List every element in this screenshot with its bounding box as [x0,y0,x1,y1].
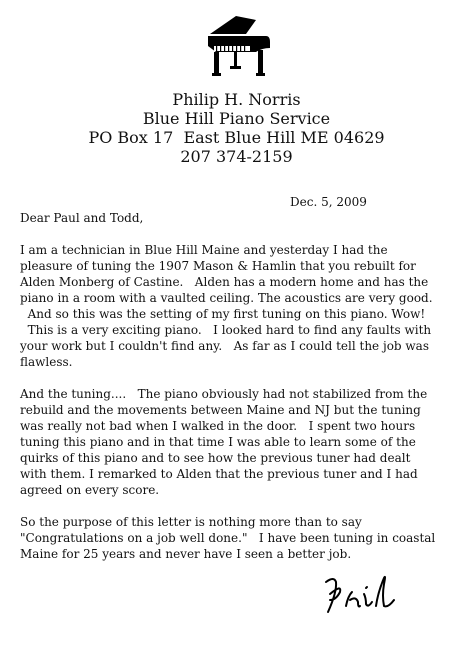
paragraph-2-line: quirks of this piano and to see how the previous tuner had dealt [20,451,411,465]
letter-body [20,210,460,578]
paragraph-1-line: I am a technician in Blue Hill Maine and yesterday I had the [20,243,388,257]
paragraph-2-line: agreed on every score. [20,483,160,497]
sender-name: Philip H. Norris [172,90,301,109]
paragraph-1 [20,242,460,370]
paragraph-2-line: And the tuning.... The piano obviously had not stabilized from the [20,387,428,401]
paragraph-3-line: So the purpose of this letter is nothing more than to say [20,515,362,529]
paragraph-1-line: This is a very exciting piano. I looked hard to find any faults with [20,323,432,337]
paragraph-3-line: "Congratulations on a job well done." I have been tuning in coastal [20,531,436,545]
paragraph-2-line: with them. I remarked to Alden that the previous tuner and I had [20,467,418,481]
grand-piano-icon [206,14,272,78]
paragraph-1-line: piano in a room with a vaulted ceiling. The acoustics are very good. [20,291,433,305]
paragraph-1-line: your work but I couldn't find any. As far as I could tell the job was [20,339,429,353]
paragraph-2 [20,386,460,498]
paragraph-2-line: rebuild and the movements between Maine and NJ but the tuning [20,403,421,417]
paragraph-2-line: was really not bad when I walked in the door. I spent two hours [20,419,416,433]
paragraph-1-line: pleasure of tuning the 1907 Mason & Hamlin that you rebuilt for [20,259,416,273]
letterhead [0,90,473,166]
paragraph-3 [20,514,460,562]
paragraph-1-line: And so this was the setting of my first tuning on this piano. Wow! [20,307,426,321]
paragraph-3-line: Maine for 25 years and never have I seen a better job. [20,547,352,561]
paragraph-1-line: flawless. [20,355,73,369]
sender-phone: 207 374-2159 [180,147,293,166]
paragraph-2-line: tuning this piano and in that time I was able to learn some of the [20,435,416,449]
sender-address: PO Box 17 East Blue Hill ME 04629 [88,128,385,147]
business-name: Blue Hill Piano Service [142,109,331,128]
paragraph-1-line: Alden Monberg of Castine. Alden has a modern home and has the [20,275,429,289]
letter-date: Dec. 5, 2009 [290,195,367,209]
salutation: Dear Paul and Todd, [20,211,144,225]
signature [312,572,402,622]
